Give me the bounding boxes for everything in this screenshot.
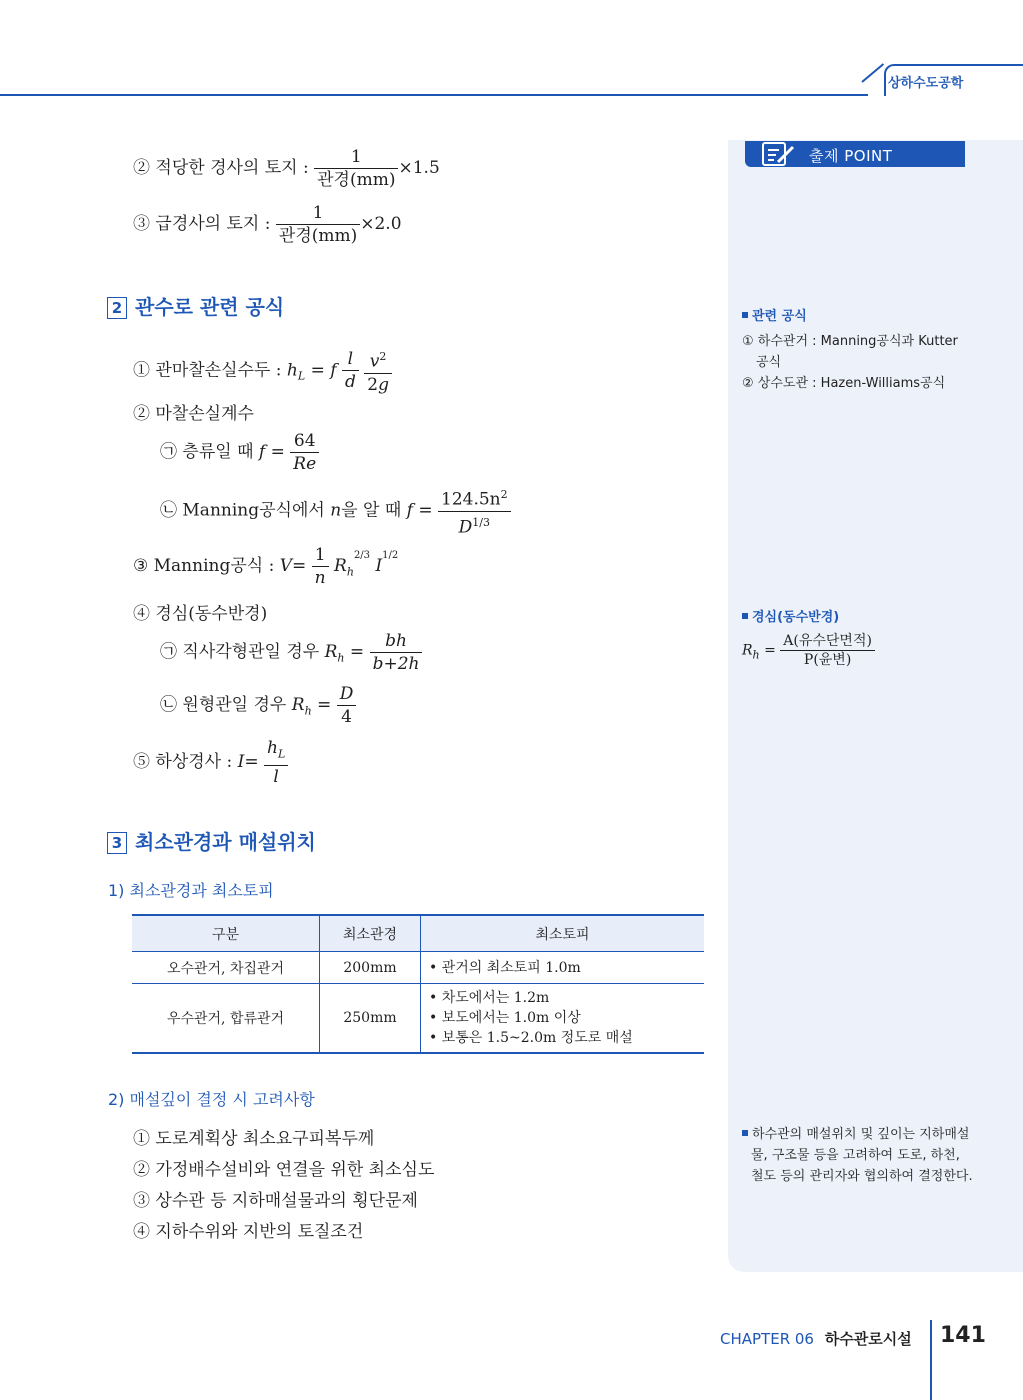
note-burial: 하수관의 매설위치 및 깊이는 지하매설 물, 구조물 등을 고려하여 도로, 하천, 철도 등의 관리자와 협의하여 결정한다. [742,1124,973,1187]
section-heading: 3 최소관경과 매설위치 [107,826,316,855]
note-heading: 관련 공식 [742,305,807,324]
footer-divider [930,1320,932,1400]
point-sidebar-title: 출제 POINT [809,147,893,165]
subheading: 2) 매설깊이 결정 시 고려사항 [108,1090,315,1109]
header-rule-slant [861,63,884,83]
formula-steep-slope: ③ 급경사의 토지 : $\frac{1}{\text{관경(mm)}}$ ×2.0 [133,203,402,246]
list-item: ② 가정배수설비와 연결을 위한 최소심도 [133,1160,435,1180]
subheading: 1) 최소관경과 최소토피 [108,881,274,900]
formula-laminar: ㉠ 층류일 때 f = $\frac{64}{Re}$ [160,430,319,475]
table-row: 우수관거, 합류관거 250mm • 차도에서는 1.2m • 보도에서는 1.0m 이상 • 보통은 1.5~2.0m 정도로 매설 [132,984,704,1054]
point-sidebar-header [745,141,965,167]
table-header: 최소관경 [320,915,421,952]
formula-circle-radius: ㉡ 원형관일 경우 $R_h$ = $\frac{D}{4}$ [160,683,356,728]
header-rule [0,94,868,96]
list-item: ③ 상수관 등 지하매설물과의 횡단문제 [133,1191,418,1211]
table-header: 최소토피 [421,915,705,952]
footer-chapter: CHAPTER 06 하수관로시설 [720,1330,912,1348]
formula-rect-radius: ㉠ 직사각형관일 경우 $R_h$ = $\frac{bh}{b+2h}$ [160,630,422,675]
formula-manning: ③ Manning공식 : V= $\frac{1}{n}$ $R_h^{2/3}$ $I^{1/2}$ [133,545,399,588]
header-title: 상하수도공학 [888,76,964,91]
formula-bed-slope: ⑤ 하상경사 : I= $\frac{h_L}{l}$ [133,737,288,788]
note-formulas: ① 하수관거 : Manning공식과 Kutter 공식 ② 상수도관 : Hazen-Williams공식 [742,334,958,391]
formula-manning-friction: ㉡ Manning공식에서 n을 알 때 f = $\frac{124.5n^2}{D^{1/3}}$ [160,484,511,538]
friction-factor-label: ② 마찰손실계수 [133,404,254,424]
min-diameter-table [132,914,704,1054]
table-row: 오수관거, 차집관거 200mm • 관거의 최소토피 1.0m [132,952,704,984]
note-pencil-icon [761,139,797,169]
formula-head-loss: ① 관마찰손실수두 : $h_L = f$ $\frac{l}{d}$ $\frac{v^2}{2g}$ [133,346,392,396]
table-header: 구분 [132,915,320,952]
formula-moderate-slope: ② 적당한 경사의 토지 : $\frac{1}{\text{관경(mm)}}$ ×1.5 [133,147,440,190]
list-item: ④ 지하수위와 지반의 토질조건 [133,1222,364,1242]
page-number: 141 [940,1323,986,1348]
list-item: ① 도로계획상 최소요구피복두께 [133,1129,375,1149]
note-hydraulic-radius: $R_h$ = $\frac{\text{A(유수단면적)}}{\text{P(윤변)}}$ [742,632,875,669]
section-heading: 2 관수로 관련 공식 [107,291,284,320]
hydraulic-radius-label: ④ 경심(동수반경) [133,604,268,624]
note-heading: 경심(동수반경) [742,606,839,625]
